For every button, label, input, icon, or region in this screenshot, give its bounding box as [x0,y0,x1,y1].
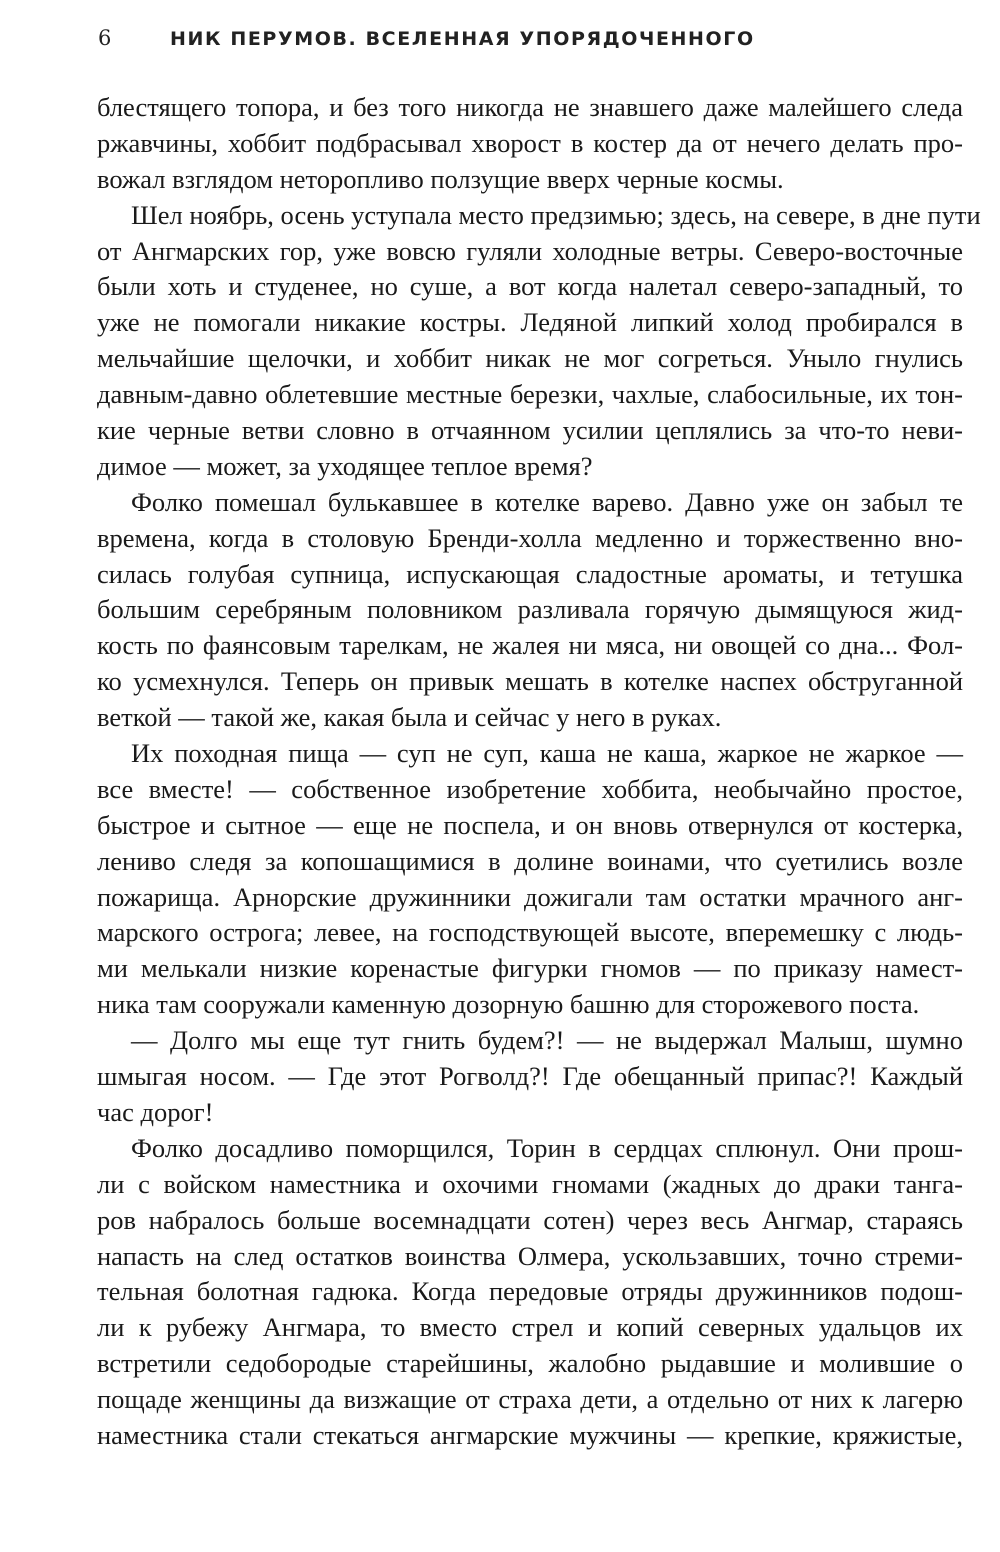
text-line: давным-давно облетевшие местные березки, чахлые, слабосильные, их тон- [97,379,963,410]
text-line: кость по фаянсовым тарелкам, не жалея ни мяса, ни овощей со дна... Фол- [97,630,963,661]
text-line: час дорог! [97,1096,214,1127]
text-line: Фолко досадливо поморщился, Торин в сердцах сплюнул. Они прош- [131,1132,963,1163]
text-line: Шел ноябрь, осень уступала место предзимью; здесь, на севере, в дне пути [131,199,981,230]
text-line: шмыгая носом. — Где этот Рогволд?! Где обещанный припас?! Каждый [97,1061,963,1092]
text-line: от Ангмарских гор, уже вовсю гуляли холодные ветры. Северо-восточные [97,235,963,266]
text-line: наместника стали стекаться ангмарские мужчины — крепкие, кряжистые, [97,1419,963,1450]
text-line: марского острога; левее, на господствующей высоте, вперемешку с людь- [97,917,963,948]
text-line: встретили седобородые старейшины, жалобно рыдавшие и молившие о [97,1348,963,1379]
text-line: времена, когда в столовую Бренди-холла медленно и торжественно вно- [97,522,963,553]
text-line: уже не помогали никакие костры. Ледяной липкий холод пробирался в [97,307,963,338]
text-line: веткой — такой же, какая была и сейчас у него в руках. [97,702,722,733]
text-line: силась голубая супница, испускающая сладостные ароматы, и тетушка [97,558,963,589]
paragraph [97,485,963,736]
text-line: Их походная пища — суп не суп, каша не каша, жаркое не жаркое — [131,738,963,769]
text-line: ми мелькали низкие коренастые фигурки гномов — по приказу намест- [97,953,963,984]
text-line: ров набралось больше восемнадцати сотен) через весь Ангмар, стараясь [97,1204,963,1235]
paragraph [97,1023,963,1131]
text-line: вожал взглядом неторопливо ползущие вверх черные космы. [97,163,784,194]
paragraph [97,198,981,485]
text-line: блестящего топора, и без того никогда не знавшего даже малейшего следа [97,92,963,122]
text-line: ли с войском наместника и охочими гномами (жадных до драки танга- [97,1168,963,1199]
text-line: большим серебряным половником разливала горячую дымящуюся жид- [97,594,963,625]
running-title: НИК ПЕРУМОВ. ВСЕЛЕННАЯ УПОРЯДОЧЕННОГО [170,28,755,50]
text-line: ли к рубежу Ангмара, то вместо стрел и копий северных удальцов их [97,1312,963,1343]
text-line: пожарища. Арнорские дружинники дожигали там остатки мрачного анг- [97,881,963,912]
text-line: быстрое и сытное — еще не поспела, и он вновь отвернулся от костерка, [97,809,963,840]
text-line: напасть на след остатков воинства Олмера, ускользавших, точно стреми- [97,1240,963,1271]
page-body-text [97,90,981,1454]
text-line: димое — может, за уходящее теплое время? [97,450,593,481]
text-line: лениво следя за копошащимися в долине воинами, что суетились возле [97,845,963,876]
text-line: — Долго мы еще тут гнить будем?! — не выдержал Малыш, шумно [131,1025,963,1056]
text-line: мельчайшие щелочки, и хоббит никак не мог согреться. Уныло гнулись [97,343,963,374]
text-line: тельная болотная гадюка. Когда передовые отряды дружинников подош- [97,1276,963,1307]
text-line: Фолко помешал булькавшее в котелке варево. Давно уже он забыл те [131,486,963,517]
text-line: ко усмехнулся. Теперь он привык мешать в котелке наспех обструганной [97,666,963,697]
paragraph [97,1131,963,1454]
page-number: 6 [98,26,112,50]
paragraph [97,736,963,1023]
text-line: были хоть и студенее, но суше, а вот когда налетал северо-западный, то [97,271,963,302]
text-line: все вместе! — собственное изобретение хоббита, необычайно простое, [97,773,963,804]
text-line: пощаде женщины да визжащие от страха дети, а отдельно от них к лагерю [97,1384,963,1415]
text-line: ника там сооружали каменную дозорную башню для сторожевого поста. [97,989,920,1020]
text-line: кие черные ветви словно в отчаянном усилии цеплялись за что-то неви- [97,415,963,446]
paragraph [97,90,963,198]
text-line: ржавчины, хоббит подбрасывал хворост в костер да от нечего делать про- [97,127,963,158]
